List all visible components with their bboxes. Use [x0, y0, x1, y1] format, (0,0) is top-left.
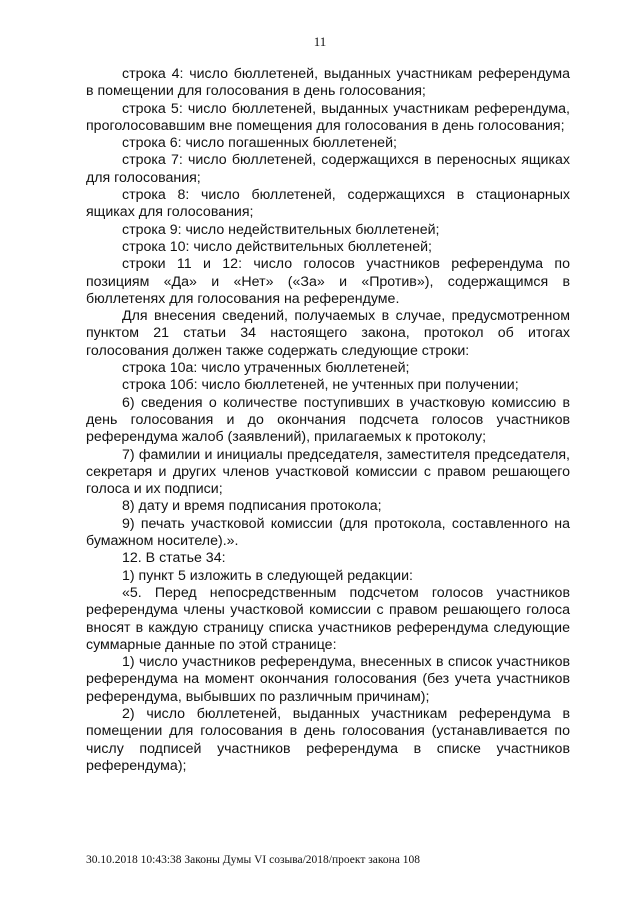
paragraph: 8) дату и время подписания протокола; — [122, 498, 382, 515]
paragraph: Для внесения сведений, получаемых в случае, предусмотренном пунктом 21 статьи 34 настоящего закона, протокол об итогах голосования должен также содержать следующие строки: — [86, 308, 570, 359]
paragraph: 1) число участников референдума, внесенных в список участников референдума на момент окончания голосования (без учета участников референдума, выбывших по различным причинам); — [86, 654, 570, 705]
paragraph: 7) фамилии и инициалы председателя, заместителя председателя, секретаря и других членов участковой комиссии с правом решающего голоса и их подписи; — [86, 446, 570, 498]
paragraph: «5. Перед непосредственным подсчетом голосов участников референдума члены участковой комиссии с правом решающего голоса вносят в каждую страницу списка участников референдума следующие суммарные данные по этой странице: — [86, 584, 570, 653]
paragraph: строка 10а: число утраченных бюллетеней; — [122, 360, 410, 377]
paragraph: строка 4: число бюллетеней, выданных участникам референдума в помещении для голосования в день голосования; — [86, 66, 570, 100]
paragraph: 2) число бюллетеней, выданных участникам референдума в помещении для голосования в день голосования (устанавливается по числу подписей участников референдума в списке участников референдума); — [86, 705, 570, 774]
page-number: 11 — [313, 34, 327, 49]
paragraph: строка 8: число бюллетеней, содержащихся в стационарных ящиках для голосования; — [86, 187, 570, 221]
paragraph: строка 7: число бюллетеней, содержащихся в переносных ящиках для голосования; — [86, 152, 570, 186]
paragraph: строка 10б: число бюллетеней, не учтенных при получении; — [122, 377, 519, 394]
document-footer: 30.10.2018 10:43:38 Законы Думы VI созыва/2018/проект закона 108 — [86, 854, 421, 866]
paragraph: строка 6: число погашенных бюллетеней; — [122, 135, 397, 152]
paragraph: 6) сведения о количестве поступивших в участковую комиссию в день голосования и до окончания подсчета голосов участников референдума жалоб (заявлений), прилагаемых к протоколу; — [86, 394, 570, 446]
document-body — [86, 66, 570, 775]
paragraph: 9) печать участковой комиссии (для протокола, составленного на бумажном носителе).». — [86, 515, 570, 550]
paragraph: строка 10: число действительных бюллетеней; — [122, 238, 432, 255]
paragraph: 12. В статье 34: — [122, 550, 226, 567]
paragraph: 1) пункт 5 изложить в следующей редакции: — [122, 567, 413, 584]
paragraph: строки 11 и 12: число голосов участников референдума по позициям «Да» и «Нет» («За» и «Против»), содержащимся в бюллетенях для голосования на референдуме. — [86, 256, 570, 307]
paragraph: строка 5: число бюллетеней, выданных участникам референдума, проголосовавшим вне помещения для голосования в день голосования; — [86, 100, 570, 134]
paragraph: строка 9: число недействительных бюллетеней; — [122, 221, 440, 238]
